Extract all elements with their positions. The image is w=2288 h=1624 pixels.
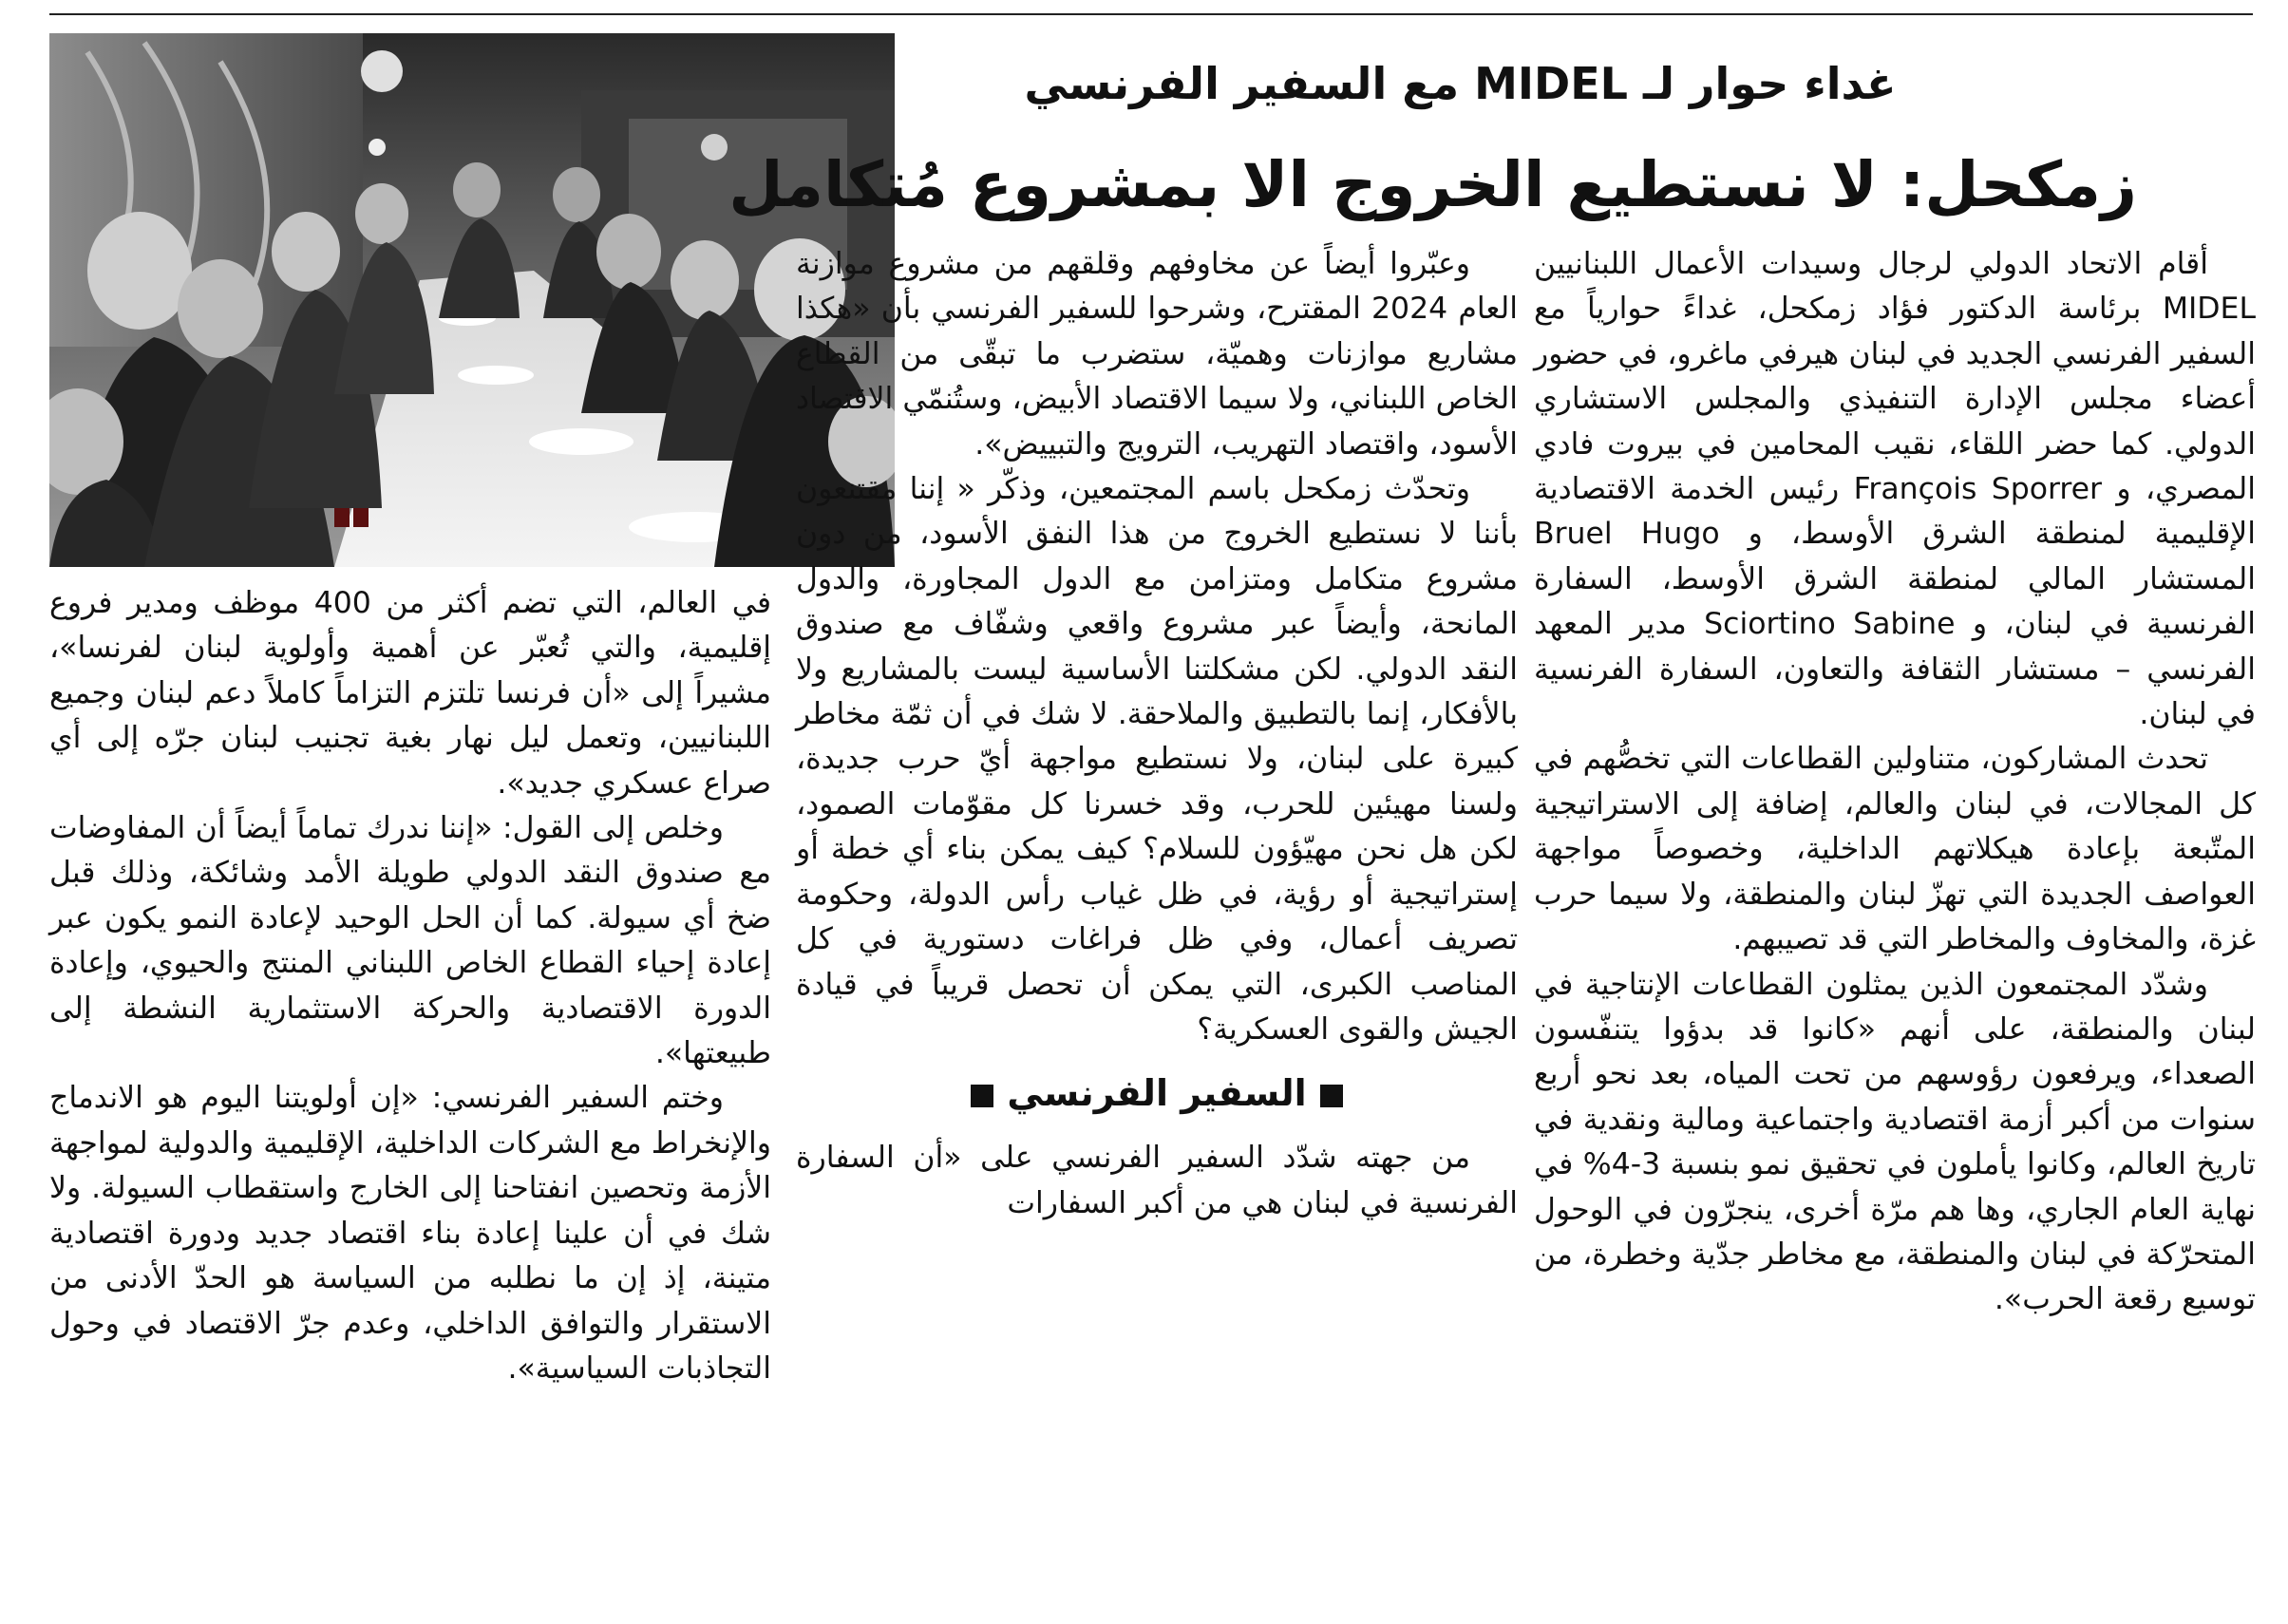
article-column-middle — [796, 242, 1518, 1610]
paragraph: وخلص إلى القول: «إننا ندرك تماماً أيضاً أن المفاوضات مع صندوق النقد الدولي طويلة الأمد وشائكة، وذلك قبل ضخ أي سيولة. كما أن الحل الوحيد لإعادة النمو يكون عبر إعادة إحياء القطاع الخاص اللبناني المنتج والحيوي، وإعادة الدورة الاقتصادية والحركة الاستثمارية النشطة إلى طبيعتها». — [49, 811, 771, 1071]
section-subheading — [796, 1060, 1518, 1126]
paragraph: وختم السفير الفرنسي: «إن أولويتنا اليوم هو الاندماج والإنخراط مع الشركات الداخلية، الإقليمية والدولية لمواجهة الأزمة وتحصين انفتاحنا إلى الخارج واستقطاب السيولة. ولا شك في أن علينا إعادة بناء اقتصاد جديد ودورة اقتصادية متينة، إذ إن ما نطلبه من السياسة هو الحدّ الأدنى من الاستقرار والتوافق الداخلي، وعدم جرّ الاقتصاد في وحول التجاذبات السياسية». — [49, 1081, 771, 1386]
dinner-photo — [49, 33, 895, 567]
square-bullet-icon — [971, 1085, 993, 1107]
photo-icon — [49, 33, 895, 567]
headline: زمكحل: لا نستطيع الخروج الا بمشروع مُتكامل — [728, 148, 2137, 221]
kicker-heading: غداء حوار لـ MIDEL مع السفير الفرنسي — [1024, 58, 1897, 109]
top-rule — [49, 13, 2253, 15]
article-column-left — [49, 581, 771, 1607]
paragraph: أقام الاتحاد الدولي لرجال وسيدات الأعمال اللبنانيين MIDEL برئاسة الدكتور فؤاد زمكحل، غداءً حوارياً مع السفير الفرنسي الجديد في لبنان هيرفي ماغرو، في حضور أعضاء مجلس الإدارة التنفيذي والمجلس الاستشاري الدولي. كما حضر اللقاء، نقيب المحامين في بيروت فادي المصري، و François Sporrer رئيس الخدمة الاقتصادية الإقليمية لمنطقة الشرق الأوسط، و Bruel Hugo المستشار المالي لمنطقة الشرق الأوسط، السفارة الفرنسية في لبنان، و Sciortino Sabine مدير المعهد الفرنسي – مستشار الثقافة والتعاون، السفارة الفرنسية في لبنان. — [1534, 247, 2256, 732]
paragraph: في العالم، التي تضم أكثر من 400 موظف ومدير فروع إقليمية، والتي تُعبّر عن أهمية وأولوية لبنان لفرنسا»، مشيراً إلى «أن فرنسا تلتزم التزاماً كاملاً دعم لبنان وجميع اللبنانيين، وتعمل ليل نهار بغية تجنيب لبنان جرّه إلى أي صراع عسكري جديد». — [49, 586, 772, 801]
square-bullet-icon — [1320, 1085, 1343, 1107]
paragraph: وعبّروا أيضاً عن مخاوفهم وقلقهم من مشروع موازنة العام 2024 المقترح، وشرحوا للسفير الفرنسي بأن «هكذا مشاريع موازنات وهميّة، ستضرب ما تبقّى من القطاع الخاص اللبناني، ولا سيما الاقتصاد الأبيض، وستُنمّي الاقتصاد الأسود، واقتصاد التهريب، الترويج والتبييض». — [796, 247, 1518, 462]
paragraph: وشدّد المجتمعون الذين يمثلون القطاعات الإنتاجية في لبنان والمنطقة، على أنهم «كانوا قد بدؤوا يتنفّسون الصعداء، ويرفعون رؤوسهم من تحت المياه، بعد نحو أربع سنوات من أكبر أزمة اقتصادية واجتماعية ومالية ونقدية في تاريخ العالم، وكانوا يأملون في تحقيق نمو بنسبة 3-4% في نهاية العام الجاري، وها هم مرّة أخرى، ينجرّون في الوحول المتحرّكة في لبنان والمنطقة، مع مخاطر جدّية وخطرة، من توسيع رقعة الحرب». — [1534, 967, 2256, 1317]
subheading-text: السفير الفرنسي — [1007, 1072, 1307, 1115]
paragraph: وتحدّث زمكحل باسم المجتمعين، وذكّر « إننا مقتنعون بأننا لا نستطيع الخروج من هذا النفق الأسود، من دون مشروع متكامل ومتزامن مع الدول المجاورة، والدول المانحة، وأيضاً عبر مشروع واقعي وشفّاف مع صندوق النقد الدولي. لكن مشكلتنا الأساسية ليست بالمشاريع ولا بالأفكار، إنما بالتطبيق والملاحقة. لا شك في أن ثمّة مخاطر كبيرة على لبنان، ولا نستطيع مواجهة أيّ حرب جديدة، ولسنا مهيئين للحرب، وقد خسرنا كل مقوّمات الصمود، لكن هل نحن مهيّؤون للسلام؟ كيف يمكن بناء أي خطة أو إستراتيجية أو رؤية، في ظل غياب رأس الدولة، وحكومة تصريف أعمال، وفي ظل فراغات دستورية في كل المناصب الكبرى، التي يمكن أن تحصل قريباً في قيادة الجيش والقوى العسكرية؟ — [796, 472, 1518, 1047]
paragraph: من جهته شدّد السفير الفرنسي على «أن السفارة الفرنسية في لبنان هي من أكبر السفارات — [796, 1141, 1518, 1220]
paragraph: تحدث المشاركون، متناولين القطاعات التي تخصُّهم في كل المجالات، في لبنان والعالم، إضافة إلى الاستراتيجية المتّبعة بإعادة هيكلاتهم الداخلية، وخصوصاً مواجهة العواصف الجديدة التي تهزّ لبنان والمنطقة، ولا سيما حرب غزة، والمخاوف والمخاطر التي قد تصيبهم. — [1534, 742, 2256, 957]
article-column-right — [1534, 242, 2256, 1610]
